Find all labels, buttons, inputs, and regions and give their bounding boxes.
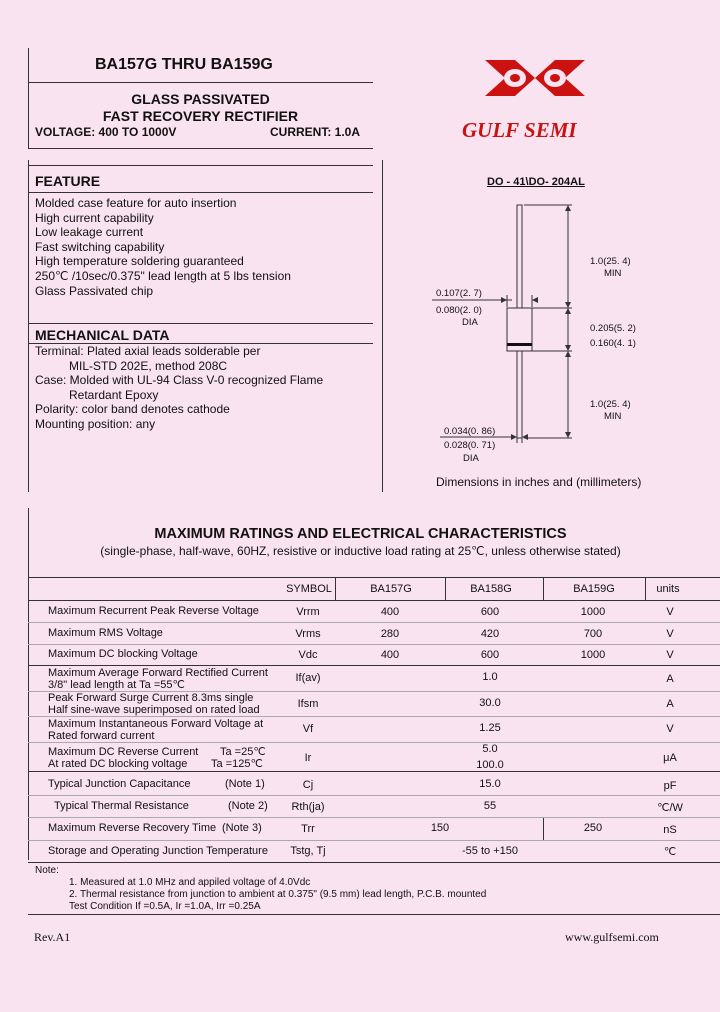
note-item: Test Condition If =0.5A, Ir =1.0A, Irr =0.25A: [69, 901, 261, 912]
row-divider: [28, 795, 720, 796]
note-item: 1. Measured at 1.0 MHz and appiled voltage of 4.0Vdc: [69, 877, 311, 888]
ratings-title: MAXIMUM RATINGS AND ELECTRICAL CHARACTERISTICS: [154, 526, 567, 542]
col-header-units: units: [656, 583, 680, 595]
row-unit: pF: [663, 780, 677, 792]
row-unit: V: [666, 628, 674, 640]
row-label-condition: Ta =25℃: [220, 746, 266, 758]
row-value: 55: [483, 800, 497, 812]
row-unit: V: [666, 649, 674, 661]
list-item: 250℃ /10sec/0.375" lead length at 5 lbs tension: [35, 268, 291, 283]
row-value-ba158g: 600: [480, 606, 500, 618]
row-label: Maximum Recurrent Peak Reverse Voltage: [48, 605, 259, 617]
list-item: Retardant Epoxy: [69, 387, 159, 402]
row-label-note: (Note 1): [225, 778, 265, 790]
table-bottom-rule: [28, 862, 720, 863]
row-symbol: Vrms: [295, 628, 321, 640]
col-header-ba158g: BA158G: [470, 583, 512, 595]
row-value-ba157g: 280: [380, 628, 400, 640]
row-label-line2: Half sine-wave superimposed on rated load: [48, 704, 260, 716]
col-header-ba159g: BA159G: [573, 583, 615, 595]
row-value-ba157g: 400: [380, 606, 400, 618]
row-label-line2: At rated DC blocking voltage: [48, 758, 188, 770]
row-symbol: Tstg, Tj: [290, 845, 326, 857]
row-symbol: If(av): [295, 672, 321, 684]
row-value-ba159g: 700: [583, 628, 603, 640]
row-value: 1.0: [482, 671, 498, 683]
package-left-rule: [382, 160, 383, 492]
row-label-line2: 3/8" lead length at Ta =55℃: [48, 679, 185, 691]
row-label: Maximum RMS Voltage: [48, 627, 163, 639]
row-value-ba159g: 250: [583, 822, 603, 834]
row-unit: V: [666, 606, 674, 618]
package-caption: Dimensions in inches and (millimeters): [436, 475, 642, 489]
table-col-divider: [543, 577, 544, 600]
row-label: Maximum Reverse Recovery Time: [48, 822, 217, 834]
mechanical-top-rule: [28, 323, 373, 324]
dim-lead-length-top-min: MIN: [604, 268, 622, 279]
row-label2-condition: Ta =125℃: [211, 758, 263, 770]
row-label: Typical Junction Capacitance: [48, 778, 191, 790]
table-left-rule: [28, 508, 29, 860]
ratings-subtitle: (single-phase, half-wave, 60HZ, resistive or inductive load rating at 25℃, unless otherwise stated): [100, 544, 621, 558]
body-left-rule: [28, 160, 29, 492]
package-title: DO - 41\DO- 204AL: [487, 176, 585, 188]
row-divider: [28, 644, 720, 645]
table-header-top-rule: [28, 577, 720, 578]
notes-heading: Note:: [35, 865, 59, 876]
dim-lead-dia-label: DIA: [463, 453, 479, 464]
list-item: Mounting position: any: [35, 416, 156, 431]
row-symbol: Trr: [301, 823, 315, 835]
row-label-note: (Note 2): [228, 800, 268, 812]
dim-body-length-max: 0.205(5. 2): [590, 323, 636, 334]
row-label: Maximum DC blocking Voltage: [48, 648, 198, 660]
row-label: Storage and Operating Junction Temperature: [48, 845, 268, 857]
row-divider: [28, 771, 720, 772]
row-value-line2: 100.0: [476, 759, 504, 771]
list-item: Polarity: color band denotes cathode: [35, 402, 230, 417]
row-symbol: Ir: [304, 752, 312, 764]
row-label: Typical Thermal Resistance: [54, 800, 189, 812]
mechanical-list: [35, 344, 323, 432]
dim-lead-length-bottom: 1.0(25. 4): [590, 399, 631, 410]
row-label: Maximum DC Reverse Current: [48, 746, 199, 758]
list-item: Molded case feature for auto insertion: [35, 196, 237, 210]
row-symbol: Rth(ja): [291, 801, 325, 813]
list-item: Fast switching capability: [35, 239, 165, 254]
row-value: 1.25: [479, 722, 501, 734]
row-divider: [28, 622, 720, 623]
row-unit: A: [666, 673, 674, 685]
list-item: Case: Molded with UL-94 Class V-0 recognized Flame: [35, 373, 324, 388]
row-value: 5.0: [482, 743, 498, 755]
row-label: Maximum Instantaneous Forward Voltage at: [48, 718, 264, 730]
row-divider: [28, 742, 720, 743]
list-item: High current capability: [35, 210, 154, 225]
row-symbol: Vf: [302, 723, 314, 735]
feature-list: [35, 196, 291, 298]
dim-lead-length-top: 1.0(25. 4): [590, 256, 631, 267]
dim-body-dia-label: DIA: [462, 317, 478, 328]
row-label: Peak Forward Surge Current 8.3ms single: [48, 692, 254, 704]
feature-top-rule: [28, 165, 373, 166]
row-symbol: Ifsm: [297, 698, 319, 710]
current-rating: CURRENT: 1.0A: [270, 125, 361, 139]
row-value-ba159g: 1000: [580, 649, 606, 661]
brand-name: GULF SEMI: [462, 118, 577, 142]
dim-body-length-min: 0.160(4. 1): [590, 338, 636, 349]
row-divider: [28, 817, 720, 818]
row-unit: V: [666, 723, 674, 735]
list-item: High temperature soldering guaranteed: [35, 254, 244, 269]
row-value-ba158g: 600: [480, 649, 500, 661]
row-label: Maximum Average Forward Rectified Current: [48, 667, 268, 679]
row-divider: [28, 716, 720, 717]
table-col-divider: [445, 577, 446, 600]
cathode-band: [507, 343, 532, 346]
row-value-ba159g: 1000: [580, 606, 606, 618]
dim-lead-dia-min: 0.028(0. 71): [444, 440, 496, 451]
dim-lead-dia-max: 0.034(0. 86): [444, 426, 496, 437]
row-unit: A: [666, 698, 674, 710]
row-value: 15.0: [479, 778, 501, 790]
part-range: BA157G THRU BA159G: [95, 56, 273, 73]
row-value: 30.0: [479, 697, 501, 709]
row-col-divider: [543, 818, 544, 840]
diode-drawing: [400, 195, 680, 470]
notes-bottom-rule: [28, 914, 720, 915]
list-item: Terminal: Plated axial leads solderable per: [35, 344, 261, 358]
list-item: Glass Passivated chip: [35, 283, 154, 298]
row-label-note: (Note 3): [222, 822, 262, 834]
row-divider: [28, 840, 720, 841]
header-rule-1: [28, 82, 373, 83]
website-link[interactable]: www.gulfsemi.com: [565, 930, 659, 944]
gulf-semi-logo: [455, 52, 615, 124]
list-item: Low leakage current: [35, 225, 144, 240]
row-unit: nS: [663, 824, 677, 836]
title-line1: GLASS PASSIVATED: [131, 91, 270, 107]
col-header-ba157g: BA157G: [370, 583, 412, 595]
row-symbol: Cj: [302, 779, 314, 791]
dim-lead-length-bottom-min: MIN: [604, 411, 622, 422]
revision: Rev.A1: [34, 930, 71, 944]
table-header-bottom-rule: [28, 600, 720, 601]
row-divider: [28, 665, 720, 666]
table-col-divider: [335, 577, 336, 600]
voltage-rating: VOLTAGE: 400 TO 1000V: [35, 125, 177, 139]
row-value: -55 to +150: [462, 845, 518, 857]
row-unit: ℃: [663, 846, 677, 858]
row-value-ba158g: 420: [480, 628, 500, 640]
dim-body-dia-max: 0.107(2. 7): [436, 288, 482, 299]
title-line2: FAST RECOVERY RECTIFIER: [102, 108, 299, 124]
mechanical-heading: MECHANICAL DATA: [35, 327, 170, 343]
row-unit: μA: [663, 752, 677, 764]
note-item: 2. Thermal resistance from junction to ambient at 0.375" (9.5 mm) lead length, P.C.B. mounted: [69, 889, 487, 900]
row-symbol: Vrrm: [296, 606, 320, 618]
dim-body-dia-min: 0.080(2. 0): [436, 305, 482, 316]
row-value-ba157g-ba158g: 150: [430, 822, 450, 834]
row-value-ba157g: 400: [380, 649, 400, 661]
row-label-line2: Rated forward current: [48, 730, 155, 742]
col-header-symbol: SYMBOL: [286, 583, 332, 595]
feature-heading-rule: [28, 192, 373, 193]
list-item: MIL-STD 202E, method 208C: [69, 358, 228, 373]
row-unit: ℃/W: [657, 802, 683, 814]
row-symbol: Vdc: [298, 649, 318, 661]
header-rule-2: [28, 148, 373, 149]
feature-heading: FEATURE: [35, 173, 101, 189]
table-col-divider: [645, 577, 646, 600]
